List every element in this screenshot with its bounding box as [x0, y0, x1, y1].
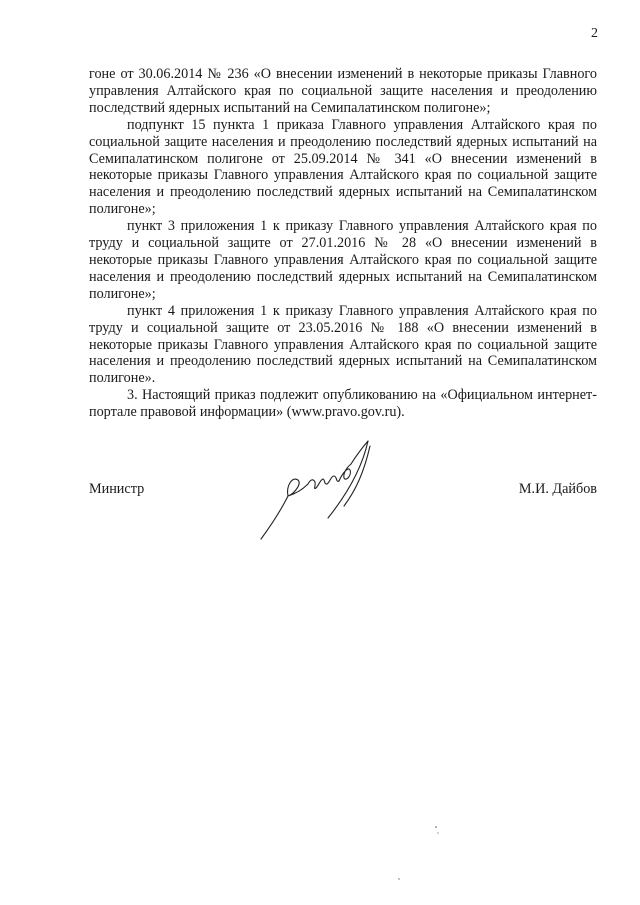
paragraph-5: 3. Настоящий приказ подлежит опубликованию на «Официальном интернет-портале правовой информации» (www.pravo.gov.ru).	[89, 387, 597, 421]
paragraph-3: пункт 3 приложения 1 к приказу Главного управления Алтайского края по труду и социальной защите от 27.01.2016 № 28 «О внесении изменений в некоторые приказы Главного управления Алтайского края по социальной защите населения и преодолению последствий ядерных испытаний на Семипалатинском полигоне»;	[89, 218, 597, 302]
paragraph-1: гоне от 30.06.2014 № 236 «О внесении изменений в некоторые приказы Главного управления Алтайского края по социальной защите населения и преодолению последствий ядерных испытаний на Семипалатинском полигоне»;	[89, 66, 597, 116]
document-body	[89, 66, 597, 421]
page-number: 2	[591, 26, 598, 41]
paragraph-4: пункт 4 приложения 1 к приказу Главного управления Алтайского края по труду и социальной защите от 23.05.2016 № 188 «О внесении изменений в некоторые приказы Главного управления Алтайского края по социальной защите населения и преодолению последствий ядерных испытаний на Семипалатинском полигоне».	[89, 302, 597, 387]
handwritten-signature	[258, 438, 378, 546]
signatory-title: Министр	[89, 481, 145, 497]
paragraph-2: подпункт 15 пункта 1 приказа Главного управления Алтайского края по социальной защите населения и преодолению последствий ядерных испытаний на Семипалатинском полигоне от 25.09.2014 № 341 «О внесении изменений в некоторые приказы Главного управления Алтайского края по социальной защите населения и преодолению последствий ядерных испытаний на Семипалатинском полигоне»;	[89, 116, 597, 218]
signatory-name: М.И. Дайбов	[518, 481, 597, 497]
